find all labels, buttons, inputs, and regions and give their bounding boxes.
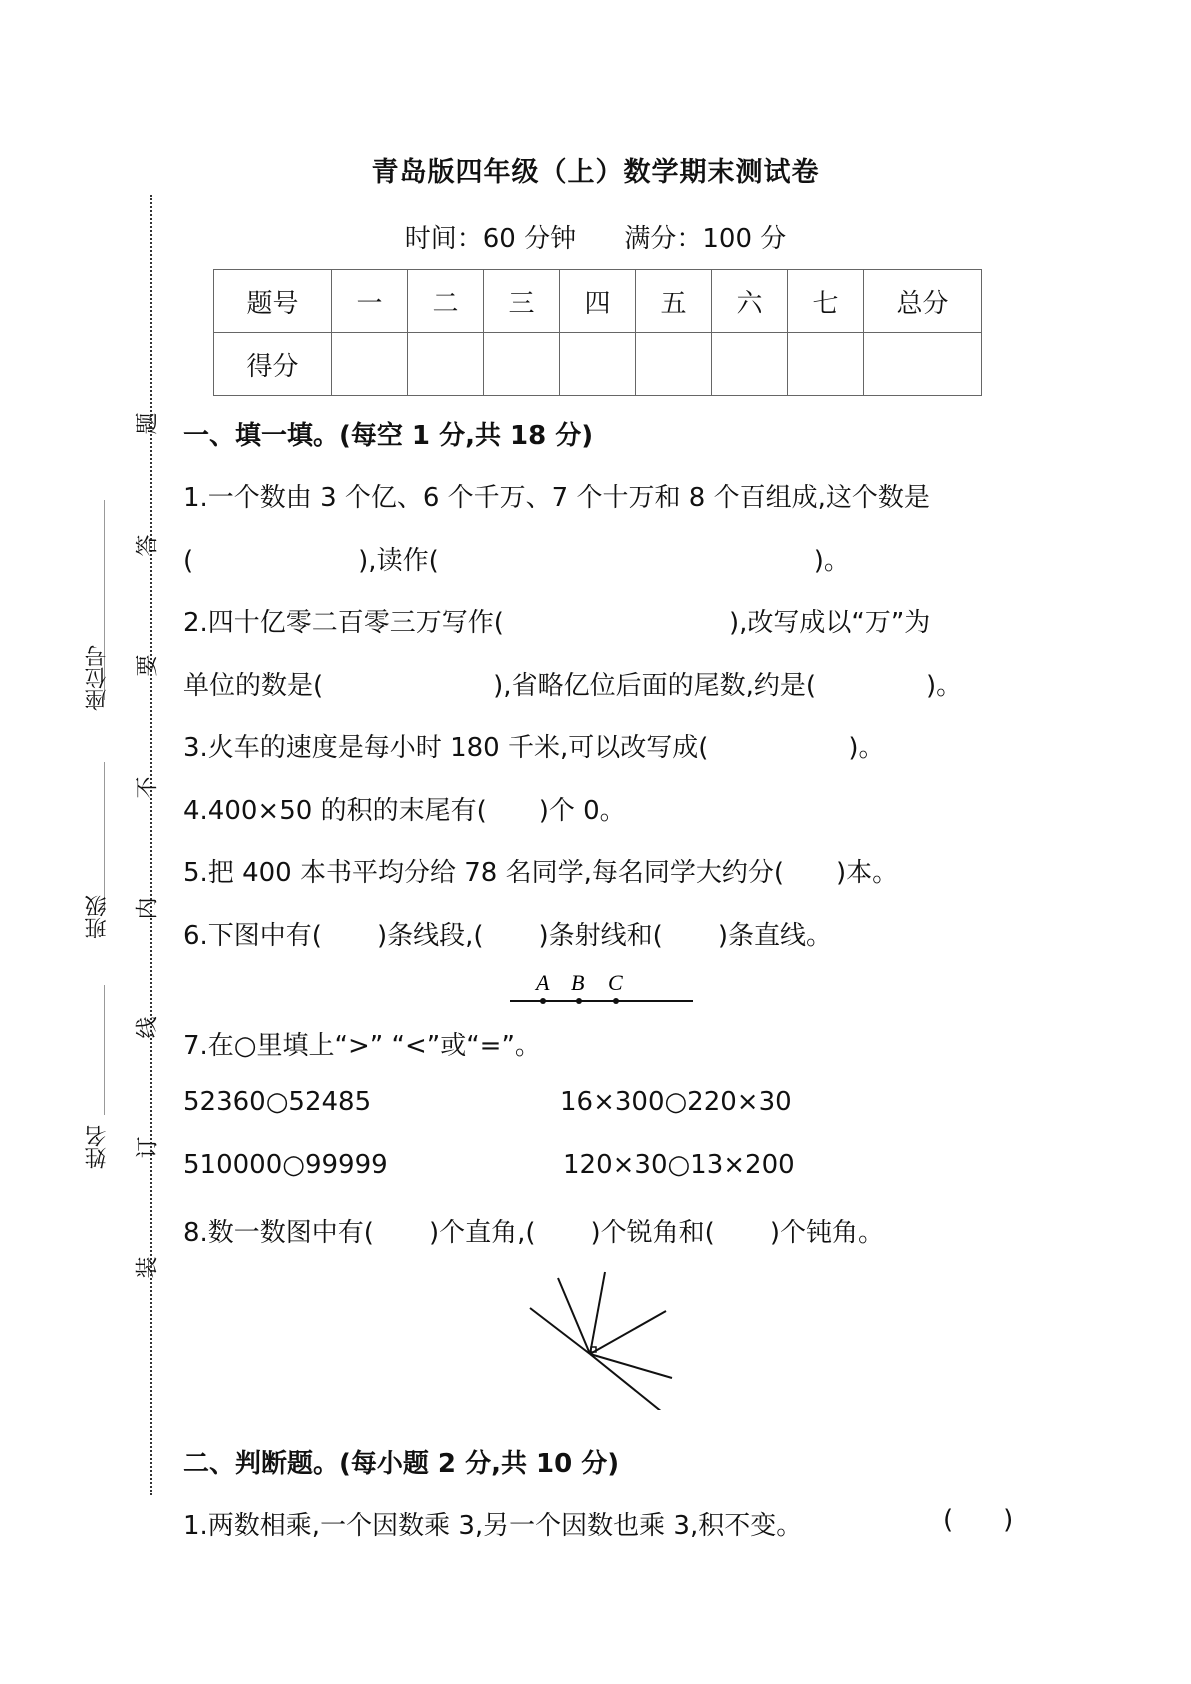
exam-title: 青岛版四年级（上）数学期末测试卷 (371, 157, 820, 188)
col-4: 四 (560, 270, 636, 333)
q3-line: 3.火车的速度是每小时 180 千米,可以改写成( )。 (183, 733, 885, 763)
judge-q1-answer[interactable]: ( ) (943, 1505, 1014, 1535)
point-c-label: C (608, 970, 623, 995)
col-total: 总分 (864, 270, 982, 333)
q7-item-4[interactable]: 120×30○13×200 (563, 1150, 795, 1180)
binding-dotted-line (150, 195, 152, 1495)
col-1: 一 (332, 270, 408, 333)
margin-char-da: 答 (135, 534, 161, 557)
score-cell-6[interactable] (712, 333, 788, 396)
score-table-score-row (214, 333, 982, 396)
col-7: 七 (788, 270, 864, 333)
margin-char-bu: 不 (135, 776, 161, 799)
exam-info (0, 218, 1191, 255)
row-header-score: 得分 (214, 333, 332, 396)
score-cell-5[interactable] (636, 333, 712, 396)
section1-heading: 一、填一填。(每空 1 分,共 18 分) (183, 421, 594, 451)
q7-line: 7.在○里填上“>” “<”或“=”。 (183, 1031, 541, 1061)
q1-line1: 1.一个数由 3 个亿、6 个千万、7 个十万和 8 个百组成,这个数是 (183, 483, 930, 513)
q2-line1: 2.四十亿零二百零三万写作( ),改写成以“万”为 (183, 608, 931, 638)
q5-line: 5.把 400 本书平均分给 78 名同学,每名同学大约分( )本。 (183, 858, 899, 888)
score-table (213, 269, 982, 396)
point-b-label: B (571, 970, 585, 995)
name-label: 姓名 (85, 1125, 110, 1169)
q6-line: 6.下图中有( )条线段,( )条射线和( )条直线。 (183, 921, 832, 951)
section2-heading: 二、判断题。(每小题 2 分,共 10 分) (183, 1449, 620, 1479)
margin-char-ti: 题 (135, 412, 161, 435)
row-header-question-no: 题号 (214, 270, 332, 333)
col-2: 二 (408, 270, 484, 333)
score-cell-3[interactable] (484, 333, 560, 396)
class-underline[interactable] (104, 762, 105, 912)
margin-char-xian: 线 (135, 1016, 161, 1039)
q8-line: 8.数一数图中有( )个直角,( )个锐角和( )个钝角。 (183, 1218, 884, 1248)
margin-char-ding: 订 (135, 1136, 161, 1159)
margin-char-yao: 要 (135, 654, 161, 677)
col-6: 六 (712, 270, 788, 333)
name-underline[interactable] (104, 985, 105, 1115)
q1-line2: ( ),读作( )。 (183, 546, 850, 576)
seat-number-label: 座位号 (85, 645, 110, 711)
score-cell-total[interactable] (864, 333, 982, 396)
q7-item-3[interactable]: 510000○99999 (183, 1150, 388, 1180)
score-cell-4[interactable] (560, 333, 636, 396)
q2-line2: 单位的数是( ),省略亿位后面的尾数,约是( )。 (183, 671, 963, 701)
margin-char-zhuang: 装 (135, 1256, 161, 1279)
margin-char-nei: 内 (135, 897, 161, 920)
q7-item-2[interactable]: 16×300○220×30 (560, 1087, 792, 1117)
q6-line-figure (505, 960, 695, 1010)
score-cell-2[interactable] (408, 333, 484, 396)
judge-q1-text: 1.两数相乘,一个因数乘 3,另一个因数也乘 3,积不变。 (183, 1511, 803, 1541)
score-cell-7[interactable] (788, 333, 864, 396)
q4-line: 4.400×50 的积的末尾有( )个 0。 (183, 796, 626, 826)
full-score: 满分：100 分 (624, 224, 787, 254)
col-5: 五 (636, 270, 712, 333)
class-label: 班级 (85, 895, 110, 939)
time-limit: 时间：60 分钟 (404, 224, 577, 254)
score-table-header-row (214, 270, 982, 333)
point-a-label: A (536, 970, 550, 995)
q8-angle-figure (520, 1270, 680, 1410)
score-cell-1[interactable] (332, 333, 408, 396)
q7-item-1[interactable]: 52360○52485 (183, 1087, 372, 1117)
col-3: 三 (484, 270, 560, 333)
